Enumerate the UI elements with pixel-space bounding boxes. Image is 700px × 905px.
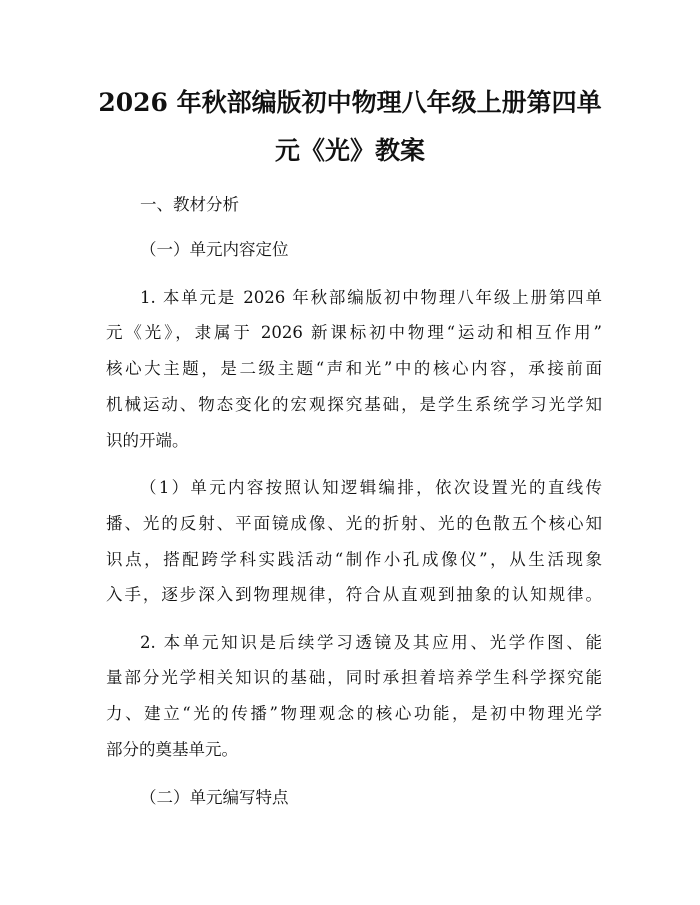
paragraph-3-line-4: 部分的奠基单元。	[106, 740, 238, 759]
paragraph-1-line-2: 元《光》，隶属于 2026 新课标初中物理“运动和相互作用”	[106, 323, 602, 342]
paragraph-1-line-4: 机械运动、物态变化的宏观探究基础，是学生系统学习光学知	[106, 395, 602, 414]
paragraph-2-line-2: 播、光的反射、平面镜成像、光的折射、光的色散五个核心知	[106, 514, 602, 533]
paragraph-1-line-1: 1. 本单元是 2026 年秋部编版初中物理八年级上册第四单	[140, 288, 602, 307]
subheading-unit-writing-features: （二）单元编写特点	[140, 788, 289, 807]
paragraph-2-line-1: （1）单元内容按照认知逻辑编排，依次设置光的直线传	[140, 478, 602, 497]
paragraph-1-line-5: 识的开端。	[106, 431, 189, 450]
document-title-line-2: 元《光》教案	[274, 136, 425, 165]
section-heading-textbook-analysis: 一、教材分析	[140, 195, 239, 214]
document-title-line-1: 2026 年秋部编版初中物理八年级上册第四单	[98, 88, 602, 117]
paragraph-3-line-3: 力、建立“光的传播”物理观念的核心功能，是初中物理光学	[106, 704, 602, 723]
paragraph-1-line-3: 核心大主题，是二级主题“声和光”中的核心内容，承接前面	[106, 359, 602, 378]
paragraph-3-line-1: 2. 本单元知识是后续学习透镜及其应用、光学作图、能	[140, 633, 602, 652]
paragraph-3-line-2: 量部分光学相关知识的基础，同时承担着培养学生科学探究能	[106, 668, 602, 687]
subheading-unit-positioning: （一）单元内容定位	[140, 240, 289, 259]
paragraph-2-line-4: 入手，逐步深入到物理规律，符合从直观到抽象的认知规律。	[106, 585, 602, 604]
paragraph-2-line-3: 识点，搭配跨学科实践活动“制作小孔成像仪”，从生活现象	[106, 550, 602, 569]
